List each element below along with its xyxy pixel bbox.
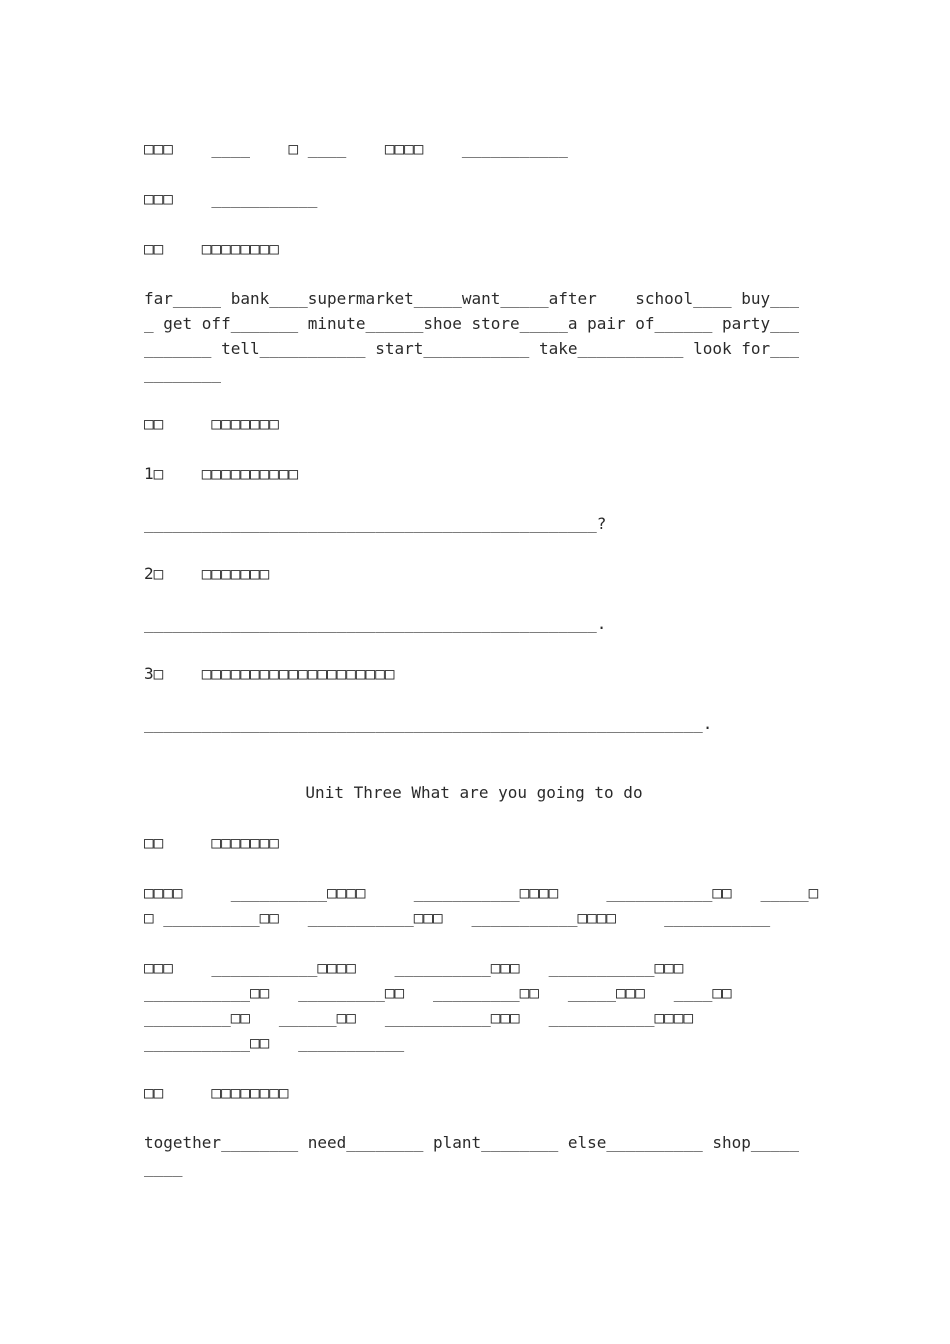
name-class-date-fields: □□□ ____ □ ____ □□□□ ___________ [144, 139, 568, 158]
vocab-line-2: _ get off_______ minute______shoe store_____a pair of______ party___ [144, 314, 800, 333]
answer-line-1: _______________________________________________? [144, 514, 607, 533]
vocab-line-4: ________ [144, 364, 222, 383]
translate-line-3: □□□ ___________□□□□ __________□□□ ___________□□□ [144, 958, 684, 977]
translate-line-6: ___________□□ ___________ [144, 1033, 405, 1052]
worksheet-content [144, 136, 819, 1180]
question-3: 3□ □□□□□□□□□□□□□□□□□□□□ [144, 664, 395, 683]
section-heading-2: □□ □□□□□□□ [144, 414, 279, 433]
unit-title: Unit Three What are you going to do [305, 783, 643, 802]
section-heading-3: □□ □□□□□□□ [144, 833, 279, 852]
translate-line-4: ___________□□ _________□□ _________□□ _____□□□ ____□□ [144, 983, 732, 1002]
score-field: □□□ ___________ [144, 189, 318, 208]
translate-line-2: □ __________□□ ___________□□□ ___________□□□□ ___________ [144, 908, 771, 927]
vocab-line-3: _______ tell___________ start___________ take___________ look for___ [144, 339, 800, 358]
answer-line-2: _______________________________________________. [144, 614, 607, 633]
section-heading-1: □□ □□□□□□□□ [144, 239, 279, 258]
vocab2-line-1: together________ need________ plant________ else__________ shop_____ [144, 1133, 800, 1152]
question-1: 1□ □□□□□□□□□□ [144, 464, 299, 483]
answer-line-3: __________________________________________________________. [144, 714, 713, 733]
vocab2-line-2: ____ [144, 1158, 183, 1177]
translate-line-1: □□□□ __________□□□□ ___________□□□□ ___________□□ _____□ [144, 883, 819, 902]
translate-line-5: _________□□ ______□□ ___________□□□ ___________□□□□ [144, 1008, 694, 1027]
question-2: 2□ □□□□□□□ [144, 564, 270, 583]
vocab-line-1: far_____ bank____supermarket_____want_____after school____ buy___ [144, 289, 800, 308]
section-heading-4: □□ □□□□□□□□ [144, 1083, 289, 1102]
